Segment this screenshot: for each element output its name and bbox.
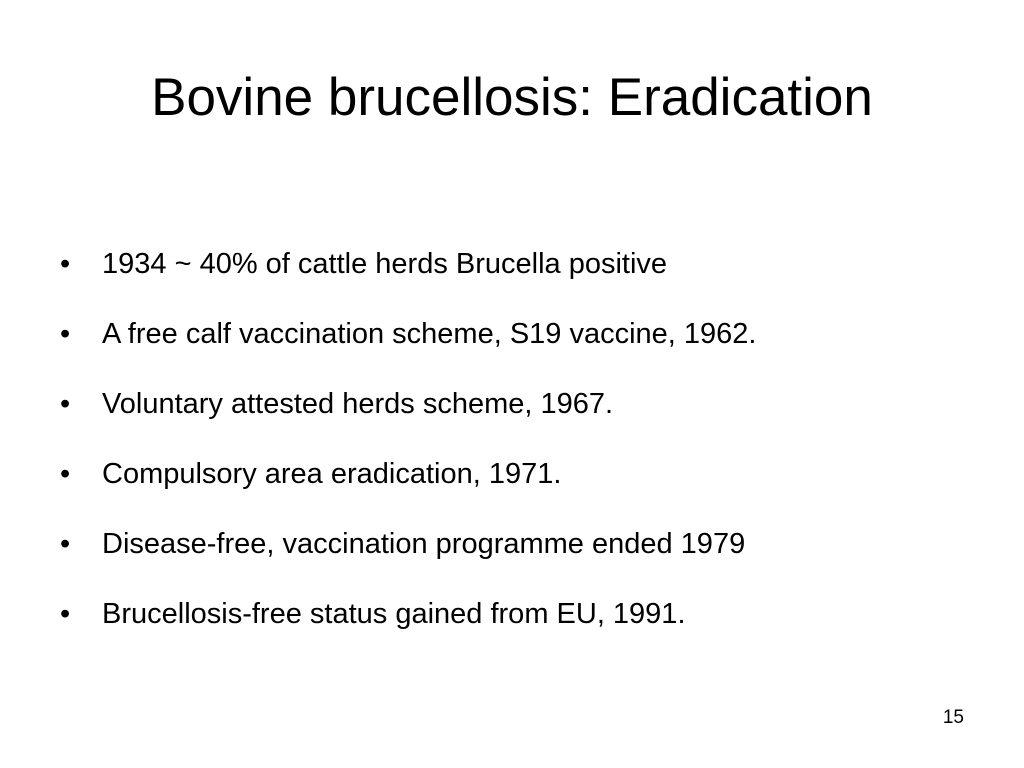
bullet-text: Disease-free, vaccination programme ended 1979 (102, 528, 746, 560)
bullet-text: Voluntary attested herds scheme, 1967. (102, 388, 614, 420)
bullet-text: 1934 ~ 40% of cattle herds Brucella positive (102, 248, 668, 280)
bullet-icon: • (60, 318, 71, 350)
bullet-text: Brucellosis-free status gained from EU, 1991. (102, 598, 686, 630)
bullet-icon: • (60, 528, 71, 560)
bullet-icon: • (60, 598, 71, 630)
bullet-list (60, 244, 980, 664)
bullet-text: A free calf vaccination scheme, S19 vaccine, 1962. (102, 318, 757, 350)
slide-title: Bovine brucellosis: Eradication (151, 68, 873, 127)
page-number: 15 (942, 707, 964, 728)
bullet-item (60, 244, 980, 314)
bullet-item (60, 594, 980, 664)
bullet-icon: • (60, 458, 71, 490)
bullet-icon: • (60, 248, 71, 280)
bullet-icon: • (60, 388, 71, 420)
bullet-item (60, 454, 980, 524)
bullet-item (60, 314, 980, 384)
bullet-text: Compulsory area eradication, 1971. (102, 458, 562, 490)
bullet-item (60, 384, 980, 454)
bullet-item (60, 524, 980, 594)
